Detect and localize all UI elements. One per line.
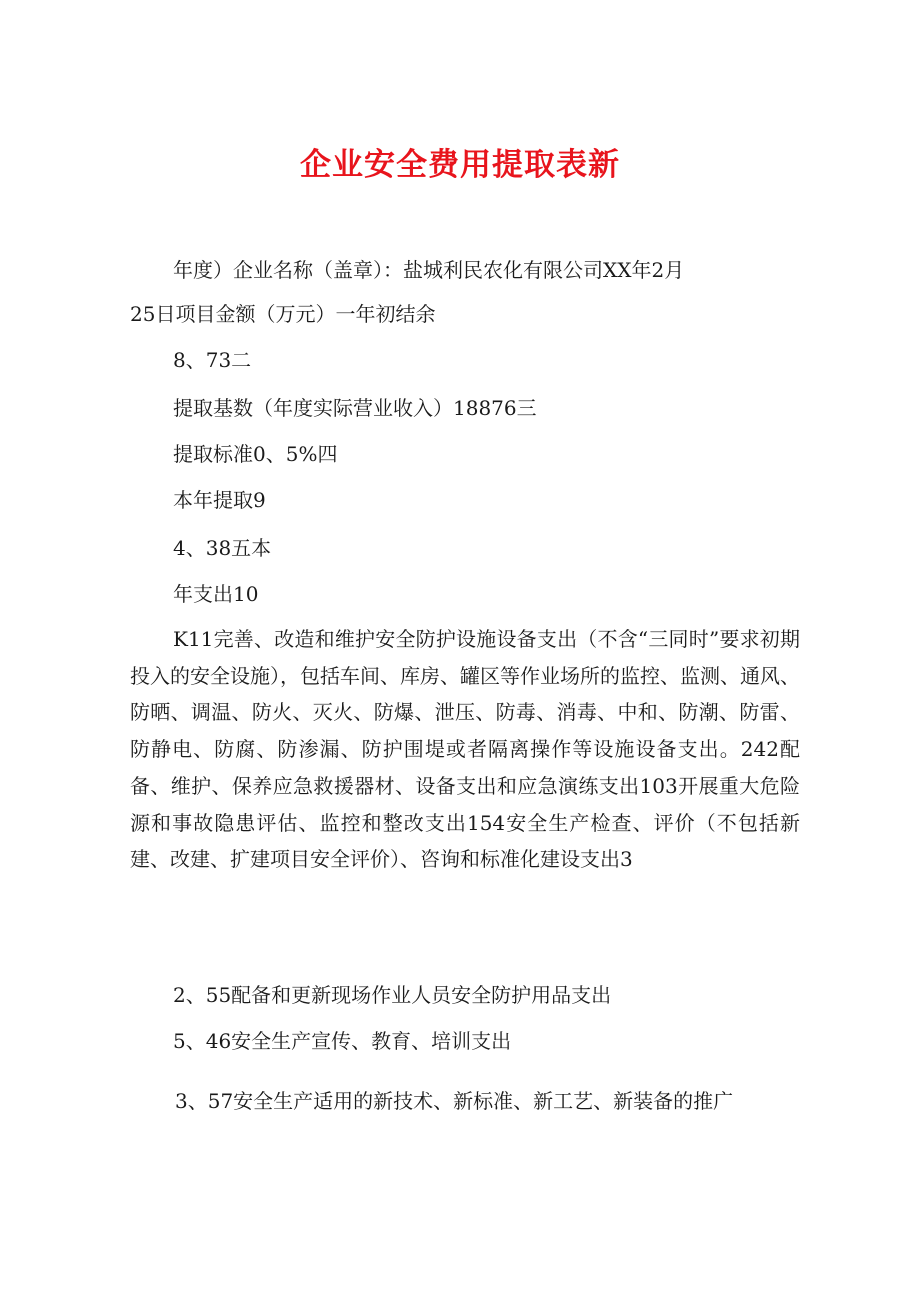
text-line-base: 提取基数（年度实际营业收入）18876三 [173, 396, 537, 420]
text-line-training: 5、46安全生产宣传、教育、培训支出 [173, 1029, 512, 1053]
text-line-amount: 4、38五本 [173, 536, 272, 560]
text-line-standard: 提取标准0、5%四 [173, 442, 338, 466]
text-line-date: 25日项目金额（万元）一年初结余 [130, 302, 436, 326]
text-line-new-tech: 3、57安全生产适用的新技术、新标准、新工艺、新装备的推广 [175, 1089, 734, 1113]
text-line-balance: 8、73二 [173, 348, 252, 372]
expense-paragraph: K11完善、改造和维护安全防护设施设备支出（不含“三同时”要求初期投入的安全设施），包括车间、库房、罐区等作业场所的监控、监测、通风、防晒、调温、防火、灭火、防爆、泄压、防毒、消毒、中和、防潮、防雷、防静电、防腐、防渗漏、防护围堤或者隔离操作等设施设备支出。242配备、维护、保养应急救援器材、设备支出和应急演练支出103开展重大危险源和事故隐患评估、监控和整改支出154安全生产检查、评价（不包括新建、改建、扩建项目安全评价）、咨询和标准化建设支出3 [130, 627, 800, 872]
text-line-ppe: 2、55配备和更新现场作业人员安全防护用品支出 [173, 983, 612, 1007]
text-line-extract: 本年提取9 [173, 488, 266, 512]
text-line-company: 年度）企业名称（盖章）：盐城利民农化有限公司XX年2月 [173, 258, 685, 282]
document-title: 企业安全费用提取表新 [300, 147, 620, 183]
text-line-expense: 年支出10 [173, 582, 259, 606]
